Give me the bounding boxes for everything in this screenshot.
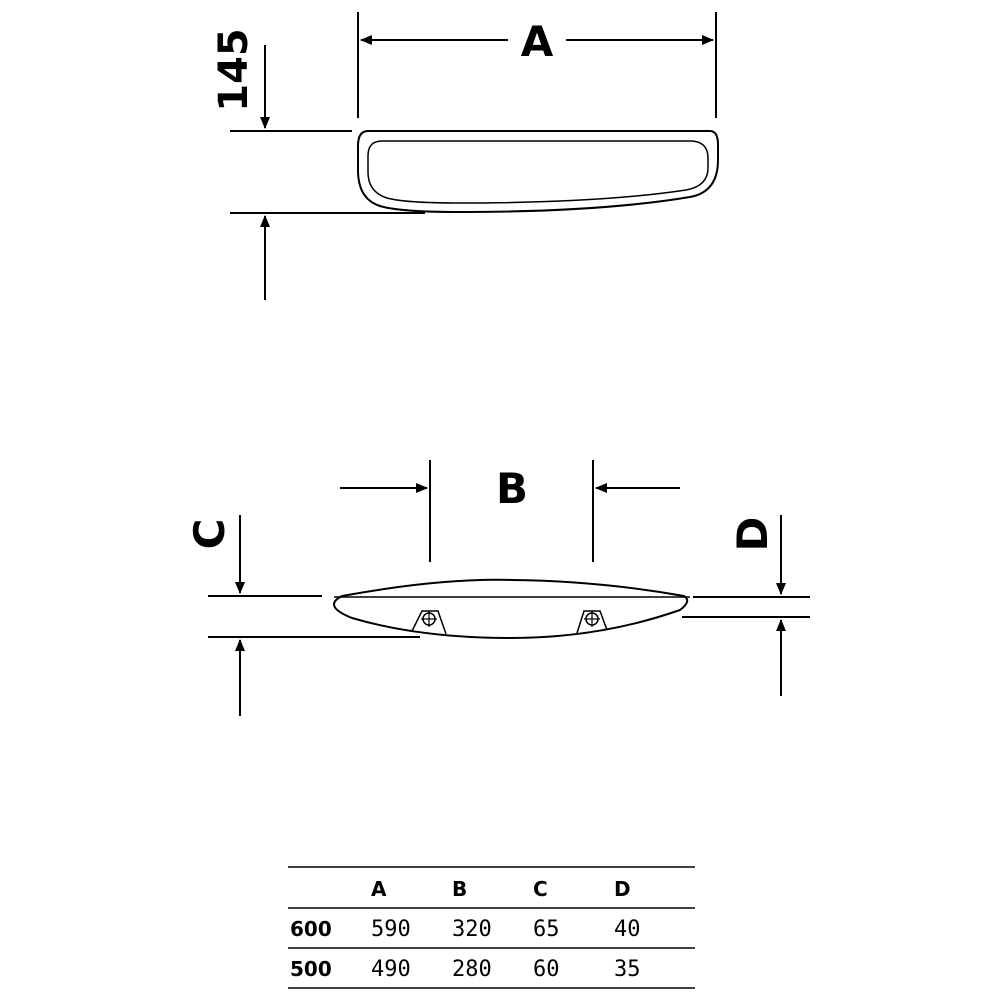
table-row-600-b: 320 [452,917,492,942]
shelf-top-outline [358,131,718,212]
table-header-c: C [533,877,548,901]
shelf-side-outline [334,580,687,638]
dimension-c-label: C [185,518,234,550]
dimension-a-label: A [520,17,554,66]
mounting-bracket-left [412,611,446,634]
dimension-table [288,867,695,988]
dimension-b-label: B [495,464,529,513]
table-header-b: B [452,877,468,901]
dimension-145-label: 145 [211,28,257,112]
table-row-600-d: 40 [614,917,641,942]
table-row-500-c: 60 [533,957,560,982]
table-row-500-label: 500 [290,957,332,981]
table-row-600-a: 590 [371,917,411,942]
side-view [185,460,810,716]
table-header-a: A [371,877,387,901]
table-row-500-b: 280 [452,957,492,982]
table-row-600-label: 600 [290,917,332,941]
dimension-d-label: D [728,516,777,552]
table-row-500-d: 35 [614,957,641,982]
table-row-500-a: 490 [371,957,411,982]
table-header-d: D [614,877,631,901]
shelf-top-inner-outline [368,141,708,203]
top-view [211,12,718,300]
table-row-600-c: 65 [533,917,560,942]
